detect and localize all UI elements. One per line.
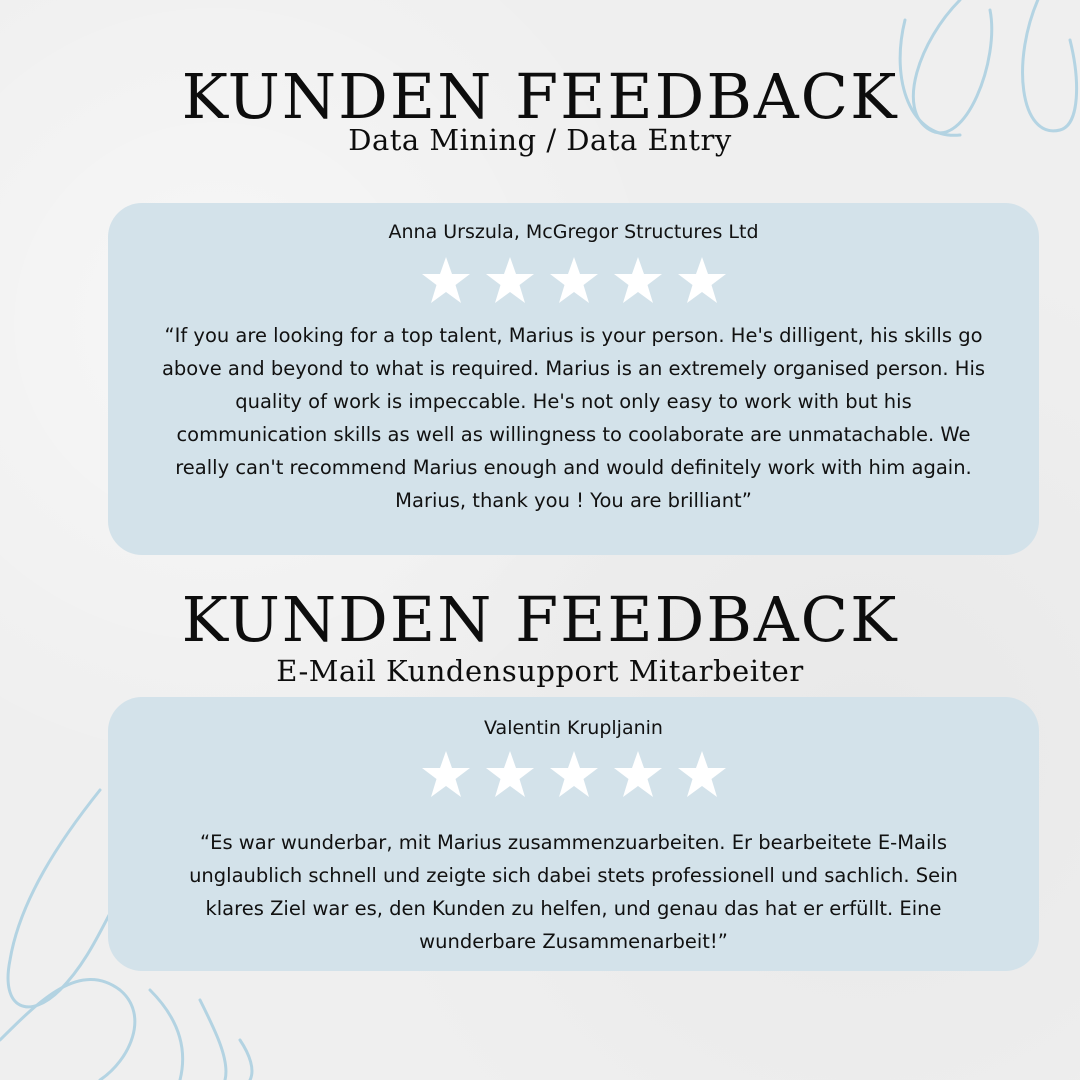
star-icon	[421, 750, 471, 798]
section-title: KUNDEN FEEDBACK	[181, 583, 899, 656]
star-icon	[549, 750, 599, 798]
review-quote: “Es war wunderbar, mit Marius zusammenzuarbeiten. Er bearbeitete E-Mails unglaublich schnell und zeigte sich dabei stets professionell und sachlich. Sein klares Ziel war es, den Kunden zu helfen, und genau das hat er erfüllt. Eine wunderbare Zusammenarbeit!”	[189, 831, 958, 953]
star-icon	[613, 750, 663, 798]
swirl-bottom-left-2	[0, 980, 135, 1080]
swirl-bottom-left-3	[150, 990, 252, 1080]
star-icon	[677, 256, 727, 304]
section-subtitle: Data Mining / Data Entry	[348, 123, 732, 157]
review-card	[108, 697, 1039, 971]
review-card	[108, 203, 1039, 555]
review-quote: “If you are looking for a top talent, Marius is your person. He's dilligent, his skills go above and beyond to what is required. Marius is an extremely organised person. His quality of work is impeccable. He's not only easy to work with but his communication skills as well as willingness to coolaborate are unmatachable. We really can't recommend Marius enough and would definitely work with him again. Marius, thank you ! You are brilliant”	[161, 324, 986, 512]
section-subtitle: E-Mail Kundensupport Mitarbeiter	[276, 654, 804, 688]
star-icon	[677, 750, 727, 798]
section-title: KUNDEN FEEDBACK	[181, 60, 899, 133]
reviewer-name: Valentin Krupljanin	[484, 717, 663, 739]
star-icon	[485, 750, 535, 798]
rating-stars	[108, 256, 1039, 304]
star-icon	[613, 256, 663, 304]
star-icon	[421, 256, 471, 304]
rating-stars	[108, 750, 1039, 798]
star-icon	[485, 256, 535, 304]
reviewer-name: Anna Urszula, McGregor Structures Ltd	[388, 221, 759, 243]
star-icon	[549, 256, 599, 304]
